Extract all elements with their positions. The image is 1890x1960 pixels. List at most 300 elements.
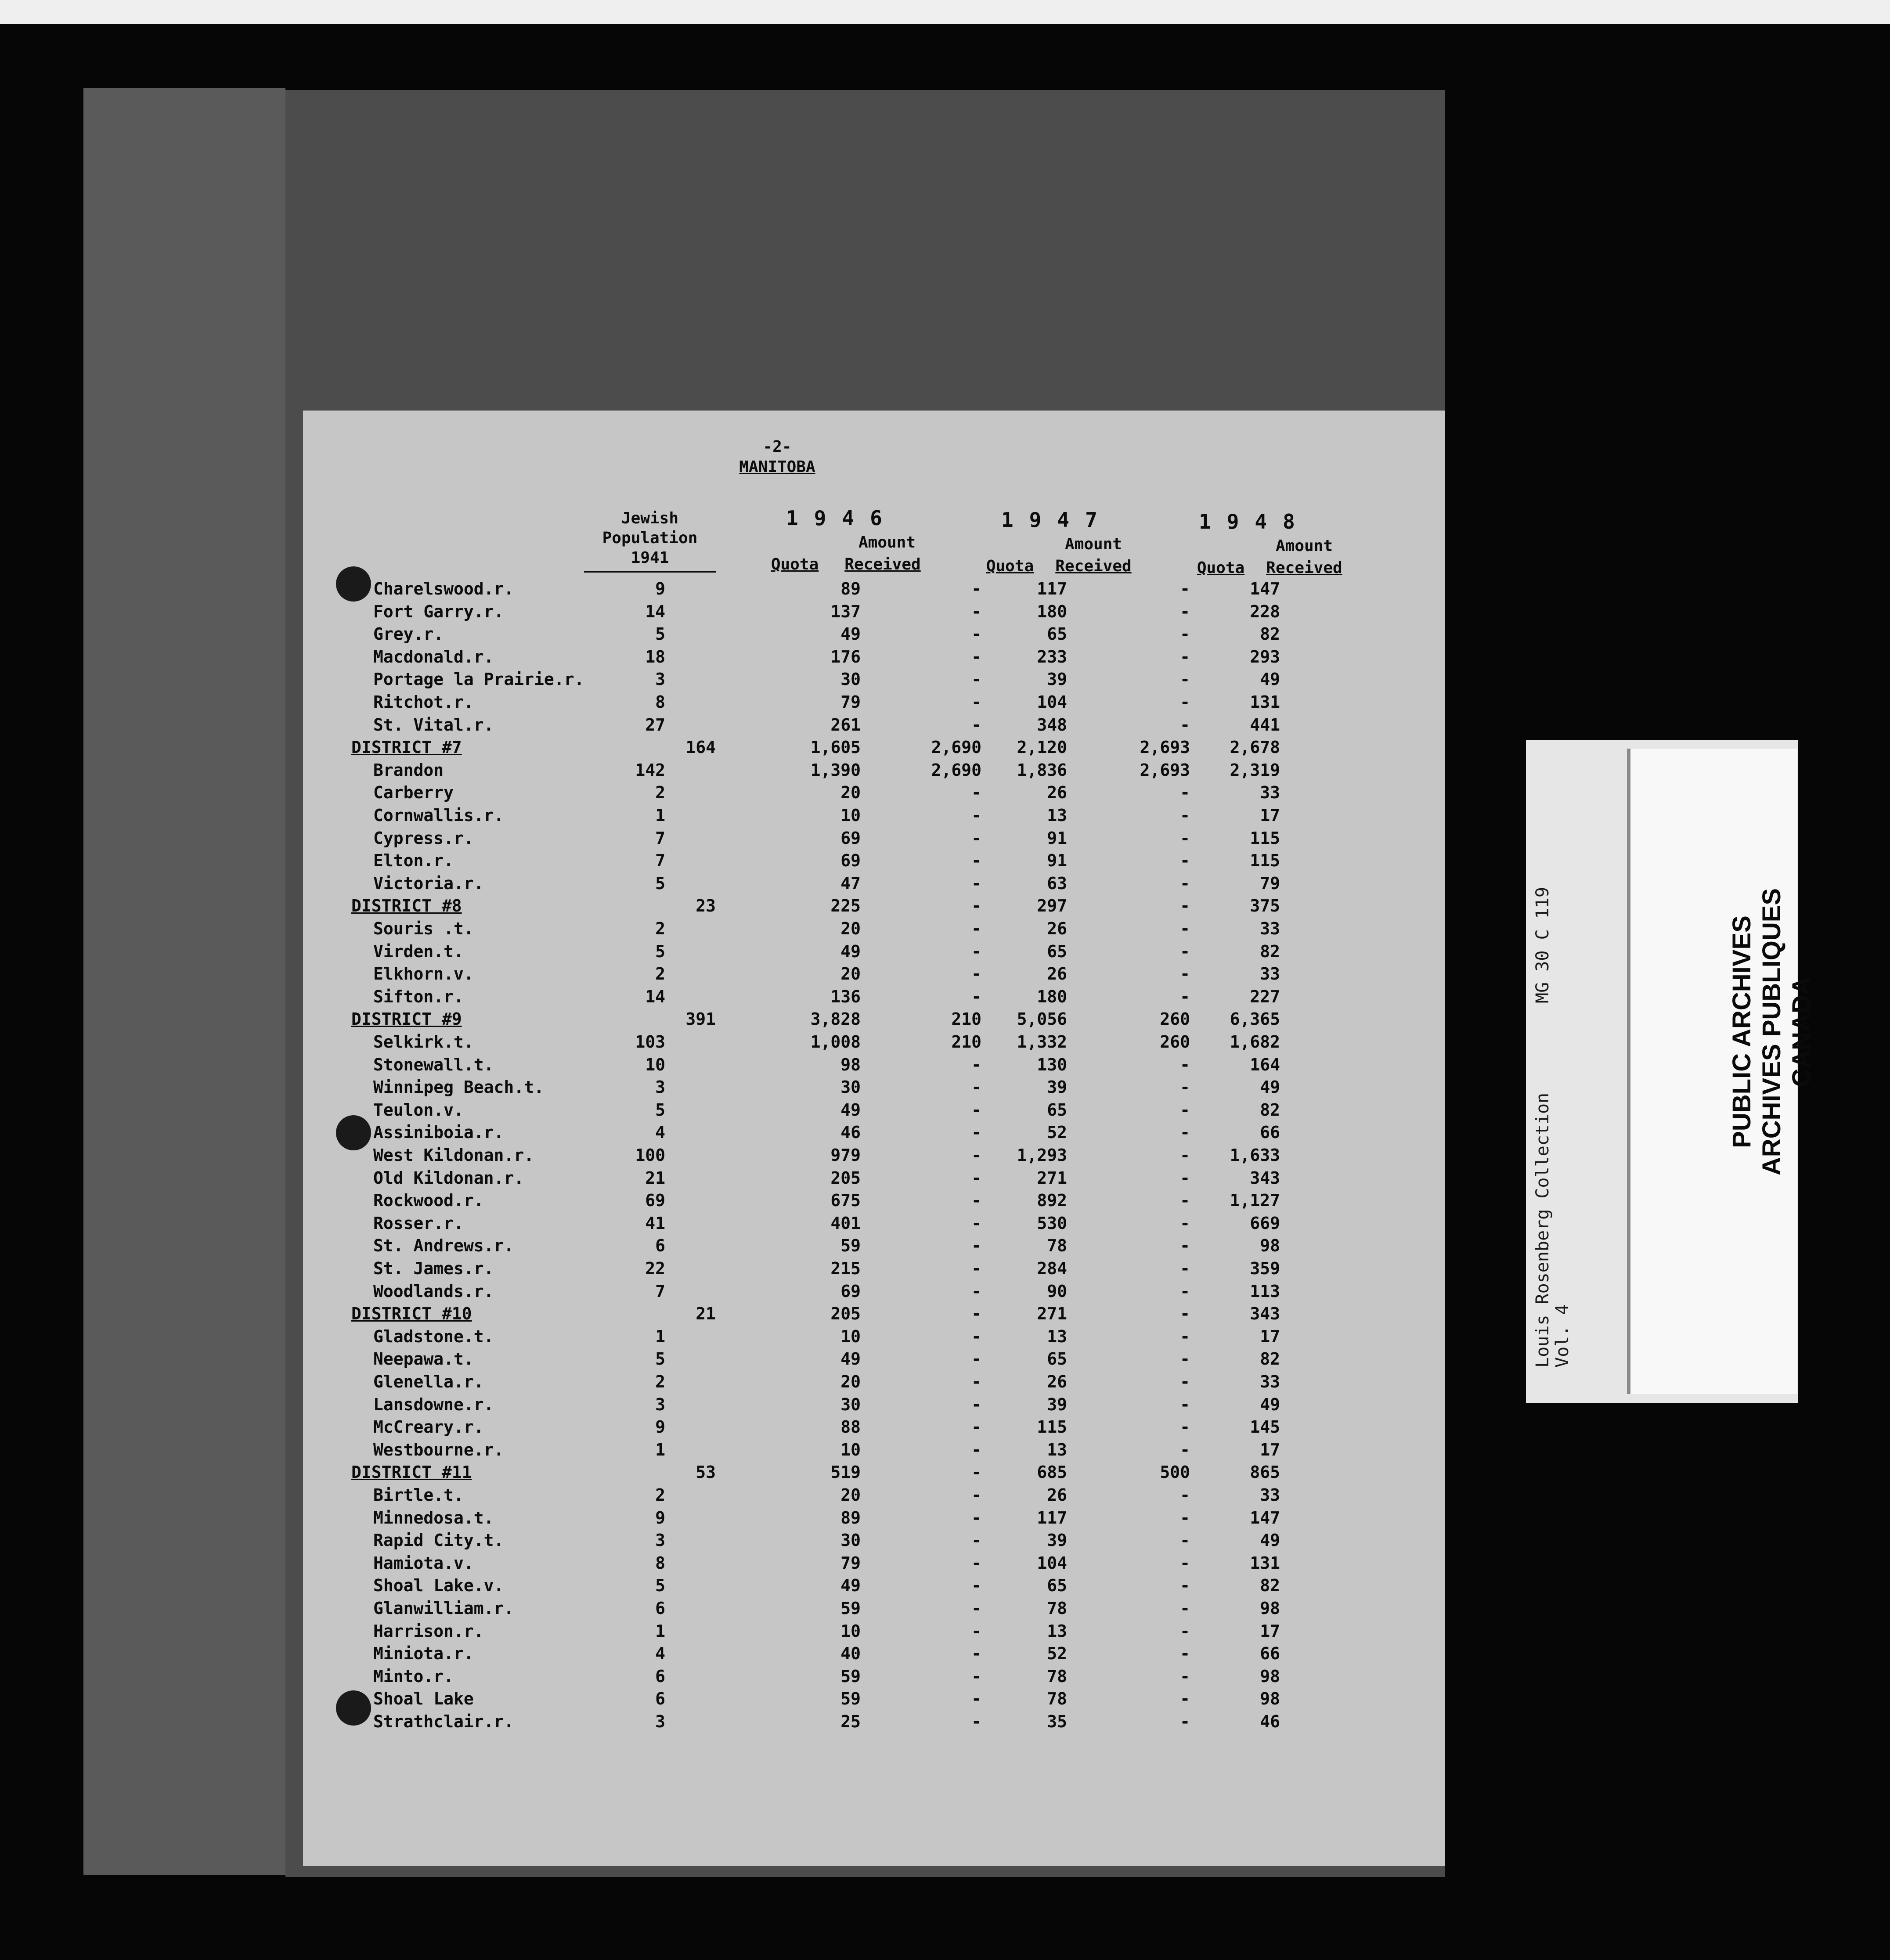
municipality-name: Shoal Lake	[373, 1689, 474, 1709]
document-page	[303, 411, 1445, 1866]
received-1946-cell: -	[971, 1666, 981, 1686]
municipality-name: Virden.t.	[373, 941, 464, 961]
quota-1946-cell: 69	[840, 851, 861, 871]
received-1947-cell: -	[1180, 1712, 1190, 1731]
received-1947-cell: -	[1180, 579, 1190, 598]
population-cell: 8	[655, 1553, 665, 1573]
municipality-name: Strathclair.r.	[373, 1712, 514, 1731]
archive-stamp-panel	[1627, 749, 1816, 1394]
received-1947-cell: -	[1180, 783, 1190, 803]
quota-1946-cell: 20	[840, 964, 861, 984]
quota-1947-cell: 104	[1037, 692, 1067, 712]
quota-1946-cell: 30	[840, 670, 861, 689]
district-row	[303, 1461, 1445, 1484]
quota-header-1946: Quota	[771, 555, 819, 573]
quota-1947-cell: 180	[1037, 987, 1067, 1006]
quota-1948-cell: 82	[1260, 1349, 1280, 1369]
quota-1948-cell: 17	[1260, 806, 1280, 825]
received-1947-cell: -	[1180, 1485, 1190, 1505]
municipality-name: Teulon.v.	[373, 1100, 464, 1120]
quota-1946-cell: 1,605	[810, 738, 861, 757]
quota-1946-cell: 40	[840, 1644, 861, 1664]
quota-1946-cell: 47	[840, 873, 861, 893]
table-row	[303, 1687, 1445, 1710]
population-header-line1: Jewish	[621, 509, 679, 527]
population-cell: 3	[655, 1077, 665, 1097]
quota-1946-cell: 261	[830, 715, 861, 735]
population-header-line3: 1941	[631, 549, 669, 567]
quota-1947-cell: 530	[1037, 1213, 1067, 1233]
population-cell: 2	[655, 964, 665, 984]
received-1947-cell: 260	[1160, 1032, 1190, 1052]
quota-1946-cell: 20	[840, 919, 861, 938]
received-1947-cell: -	[1180, 1508, 1190, 1528]
quota-1947-cell: 13	[1047, 806, 1067, 825]
received-1947-cell: -	[1180, 806, 1190, 825]
received-1947-cell: -	[1180, 1689, 1190, 1709]
district-population-cell: 164	[685, 738, 716, 757]
archive-stamp-line1: PUBLIC ARCHIVES	[1728, 915, 1756, 1148]
population-cell: 1	[655, 1440, 665, 1459]
table-row	[303, 985, 1445, 1008]
quota-1948-cell: 98	[1260, 1666, 1280, 1686]
quota-1947-cell: 13	[1047, 1621, 1067, 1641]
quota-1946-cell: 519	[830, 1463, 861, 1482]
population-cell: 1	[655, 1621, 665, 1641]
district-row	[303, 1302, 1445, 1325]
received-1947-cell: -	[1180, 692, 1190, 712]
received-1946-cell: -	[971, 1644, 981, 1664]
table-row	[303, 1597, 1445, 1620]
table-row	[303, 1529, 1445, 1552]
quota-1947-cell: 52	[1047, 1644, 1067, 1664]
municipality-name: Rapid City.t.	[373, 1531, 504, 1550]
received-1946-cell: -	[971, 1259, 981, 1278]
received-1947-cell: -	[1180, 1440, 1190, 1459]
municipality-name: Cypress.r.	[373, 828, 474, 848]
quota-1947-cell: 1,332	[1017, 1032, 1067, 1052]
population-cell: 5	[655, 1100, 665, 1120]
quota-1946-cell: 79	[840, 1553, 861, 1573]
quota-1947-cell: 26	[1047, 1485, 1067, 1505]
received-1946-cell: -	[971, 1123, 981, 1142]
table-row	[303, 759, 1445, 782]
municipality-name: Victoria.r.	[373, 873, 484, 893]
amount-header-1946: Amount	[858, 533, 916, 551]
quota-header-1948: Quota	[1197, 559, 1245, 577]
received-1946-cell: -	[971, 1326, 981, 1346]
municipality-name: Harrison.r.	[373, 1621, 484, 1641]
received-1946-cell: -	[971, 1440, 981, 1459]
quota-1946-cell: 20	[840, 1372, 861, 1391]
quota-1947-cell: 65	[1047, 1100, 1067, 1120]
quota-1948-cell: 147	[1250, 1508, 1280, 1528]
quota-1946-cell: 205	[830, 1168, 861, 1188]
quota-1947-cell: 2,120	[1017, 738, 1067, 757]
quota-1948-cell: 33	[1260, 1372, 1280, 1391]
district-row	[303, 1008, 1445, 1030]
district-row	[303, 736, 1445, 759]
quota-1948-cell: 441	[1250, 715, 1280, 735]
district-row	[303, 894, 1445, 917]
received-1946-cell: -	[971, 670, 981, 689]
received-1946-cell: -	[971, 1599, 981, 1618]
received-1946-cell: -	[971, 1100, 981, 1120]
page-number: -2-	[763, 438, 792, 456]
quota-1948-cell: 79	[1260, 873, 1280, 893]
population-cell: 6	[655, 1689, 665, 1709]
population-cell: 5	[655, 1349, 665, 1369]
quota-1948-cell: 82	[1260, 941, 1280, 961]
received-1947-cell: -	[1180, 1621, 1190, 1641]
quota-1947-cell: 13	[1047, 1326, 1067, 1346]
received-1947-cell: -	[1180, 1531, 1190, 1550]
municipality-name: Minto.r.	[373, 1666, 454, 1686]
received-1946-cell: 2,690	[931, 760, 981, 780]
received-1947-cell: -	[1180, 1553, 1190, 1573]
received-1947-cell: -	[1180, 1576, 1190, 1596]
quota-1946-cell: 59	[840, 1236, 861, 1256]
received-1946-cell: -	[971, 873, 981, 893]
year-1948-header: 1948	[1199, 510, 1311, 533]
municipality-name: St. Vital.r.	[373, 715, 494, 735]
quota-1947-cell: 130	[1037, 1055, 1067, 1074]
quota-1947-cell: 78	[1047, 1666, 1067, 1686]
received-1946-cell: 210	[951, 1032, 981, 1052]
table-row	[303, 1167, 1445, 1189]
district-population-cell: 391	[685, 1009, 716, 1029]
municipality-name: Glanwilliam.r.	[373, 1599, 514, 1618]
quota-1946-cell: 79	[840, 692, 861, 712]
quota-1947-cell: 26	[1047, 964, 1067, 984]
received-1947-cell: -	[1180, 1666, 1190, 1686]
municipality-name: Elkhorn.v.	[373, 964, 474, 984]
quota-1946-cell: 46	[840, 1123, 861, 1142]
table-row	[303, 1620, 1445, 1643]
table-row	[303, 1053, 1445, 1076]
municipality-name: Gladstone.t.	[373, 1326, 494, 1346]
municipality-name: Brandon	[373, 760, 444, 780]
quota-1948-cell: 1,682	[1230, 1032, 1280, 1052]
received-1947-cell: -	[1180, 1304, 1190, 1324]
quota-1948-cell: 164	[1250, 1055, 1280, 1074]
year-1946-header: 1946	[786, 506, 898, 530]
population-cell: 10	[645, 1055, 665, 1074]
municipality-name: Rosser.r.	[373, 1213, 464, 1233]
municipality-name: Charelswood.r.	[373, 579, 514, 598]
quota-1948-cell: 33	[1260, 964, 1280, 984]
quota-1947-cell: 117	[1037, 1508, 1067, 1528]
received-1946-cell: -	[971, 1213, 981, 1233]
table-row	[303, 668, 1445, 691]
quota-1946-cell: 1,390	[810, 760, 861, 780]
received-1946-cell: -	[971, 806, 981, 825]
municipality-name: St. Andrews.r.	[373, 1236, 514, 1256]
population-cell: 27	[645, 715, 665, 735]
quota-1947-cell: 892	[1037, 1191, 1067, 1211]
population-cell: 9	[655, 1417, 665, 1437]
quota-1946-cell: 10	[840, 1440, 861, 1459]
quota-1946-cell: 979	[830, 1146, 861, 1165]
quota-1947-cell: 5,056	[1017, 1009, 1067, 1029]
quota-1947-cell: 26	[1047, 783, 1067, 803]
quota-1946-cell: 59	[840, 1666, 861, 1686]
municipality-name: Glenella.r.	[373, 1372, 484, 1391]
table-row	[303, 1099, 1445, 1121]
municipality-name: Carberry	[373, 783, 454, 803]
table-row	[303, 1348, 1445, 1370]
quota-1948-cell: 98	[1260, 1599, 1280, 1618]
population-cell: 5	[655, 873, 665, 893]
population-cell: 14	[645, 602, 665, 621]
received-1946-cell: -	[971, 941, 981, 961]
table-row	[303, 1212, 1445, 1235]
received-1946-cell: -	[971, 1236, 981, 1256]
quota-1947-cell: 78	[1047, 1236, 1067, 1256]
collection-volume: Vol. 4	[1552, 1304, 1573, 1368]
quota-1947-cell: 271	[1037, 1304, 1067, 1324]
municipality-name: Birtle.t.	[373, 1485, 464, 1505]
population-cell: 4	[655, 1123, 665, 1142]
table-row	[303, 1710, 1445, 1733]
quota-1947-cell: 115	[1037, 1417, 1067, 1437]
table-row	[303, 713, 1445, 736]
received-1946-cell: -	[971, 602, 981, 621]
quota-1947-cell: 117	[1037, 579, 1067, 598]
quota-1946-cell: 49	[840, 624, 861, 644]
table-row	[303, 1144, 1445, 1167]
quota-1948-cell: 46	[1260, 1712, 1280, 1731]
population-cell: 6	[655, 1236, 665, 1256]
population-cell: 5	[655, 1576, 665, 1596]
quota-1948-cell: 33	[1260, 783, 1280, 803]
received-header-1947: Received	[1055, 557, 1132, 575]
table-row	[303, 1393, 1445, 1416]
quota-1948-cell: 33	[1260, 919, 1280, 938]
municipality-name: St. James.r.	[373, 1259, 494, 1278]
received-1947-cell: -	[1180, 851, 1190, 871]
quota-1946-cell: 49	[840, 1100, 861, 1120]
received-1946-cell: -	[971, 919, 981, 938]
received-1946-cell: -	[971, 692, 981, 712]
district-population-cell: 53	[696, 1463, 716, 1482]
quota-1947-cell: 90	[1047, 1281, 1067, 1301]
quota-1947-cell: 1,293	[1017, 1146, 1067, 1165]
population-cell: 41	[645, 1213, 665, 1233]
archive-stamp-line3: CANADA	[1787, 976, 1816, 1087]
quota-1948-cell: 49	[1260, 1077, 1280, 1097]
quota-header-1947: Quota	[986, 557, 1034, 575]
quota-1948-cell: 343	[1250, 1168, 1280, 1188]
district-name: DISTRICT #11	[351, 1463, 472, 1482]
received-1947-cell: -	[1180, 1236, 1190, 1256]
quota-1946-cell: 3,828	[810, 1009, 861, 1029]
quota-1946-cell: 59	[840, 1689, 861, 1709]
table-row	[303, 1325, 1445, 1348]
quota-1947-cell: 39	[1047, 670, 1067, 689]
received-1947-cell: -	[1180, 1599, 1190, 1618]
municipality-name: Neepawa.t.	[373, 1349, 474, 1369]
municipality-name: Fort Garry.r.	[373, 602, 504, 621]
municipality-name: Minnedosa.t.	[373, 1508, 494, 1528]
quota-1946-cell: 20	[840, 1485, 861, 1505]
municipality-name: Ritchot.r.	[373, 692, 474, 712]
quota-1947-cell: 26	[1047, 1372, 1067, 1391]
quota-1948-cell: 1,127	[1230, 1191, 1280, 1211]
population-cell: 2	[655, 1372, 665, 1391]
amount-header-1947: Amount	[1064, 535, 1122, 553]
quota-1947-cell: 65	[1047, 1349, 1067, 1369]
quota-1948-cell: 49	[1260, 1394, 1280, 1414]
received-1947-cell: -	[1180, 1168, 1190, 1188]
received-1946-cell: -	[971, 1712, 981, 1731]
archive-stamp-line2: ARCHIVES PUBLIQUES	[1757, 888, 1786, 1176]
municipality-name: Winnipeg Beach.t.	[373, 1077, 544, 1097]
quota-1948-cell: 293	[1250, 647, 1280, 667]
quota-1948-cell: 669	[1250, 1213, 1280, 1233]
table-row	[303, 1257, 1445, 1280]
quota-1948-cell: 865	[1250, 1463, 1280, 1482]
received-1946-cell: -	[971, 647, 981, 667]
received-1947-cell: -	[1180, 1123, 1190, 1142]
quota-1947-cell: 39	[1047, 1077, 1067, 1097]
quota-1946-cell: 49	[840, 1349, 861, 1369]
municipality-name: Souris .t.	[373, 919, 474, 938]
table-row	[303, 1030, 1445, 1053]
quota-1946-cell: 137	[830, 602, 861, 621]
amount-header-1948: Amount	[1275, 537, 1333, 555]
table-row	[303, 1280, 1445, 1303]
population-cell: 103	[635, 1032, 665, 1052]
quota-1948-cell: 375	[1250, 896, 1280, 916]
table-row	[303, 1484, 1445, 1506]
received-1947-cell: -	[1180, 1417, 1190, 1437]
municipality-name: Stonewall.t.	[373, 1055, 494, 1074]
municipality-name: Assiniboia.r.	[373, 1123, 504, 1142]
population-cell: 2	[655, 919, 665, 938]
collection-name: Louis Rosenberg Collection	[1533, 1092, 1553, 1368]
population-cell: 7	[655, 1281, 665, 1301]
quota-1946-cell: 20	[840, 783, 861, 803]
received-1946-cell: -	[971, 1304, 981, 1324]
municipality-name: Lansdowne.r.	[373, 1394, 494, 1414]
table-row	[303, 962, 1445, 985]
received-1946-cell: -	[971, 1349, 981, 1369]
quota-1948-cell: 228	[1250, 602, 1280, 621]
quota-1947-cell: 91	[1047, 828, 1067, 848]
quota-1948-cell: 33	[1260, 1485, 1280, 1505]
received-1946-cell: -	[971, 715, 981, 735]
population-cell: 7	[655, 828, 665, 848]
population-header-line2: Population	[602, 529, 698, 547]
received-1946-cell: -	[971, 1394, 981, 1414]
population-cell: 22	[645, 1259, 665, 1278]
table-row	[303, 940, 1445, 963]
received-1947-cell: -	[1180, 964, 1190, 984]
quota-1948-cell: 17	[1260, 1440, 1280, 1459]
received-1947-cell: -	[1180, 1326, 1190, 1346]
quota-1947-cell: 39	[1047, 1531, 1067, 1550]
received-1947-cell: -	[1180, 1213, 1190, 1233]
received-1946-cell: -	[971, 1463, 981, 1482]
quota-1946-cell: 30	[840, 1077, 861, 1097]
population-cell: 142	[635, 760, 665, 780]
population-cell: 21	[645, 1168, 665, 1188]
municipality-name: Sifton.r.	[373, 987, 464, 1006]
population-header-rule	[584, 571, 716, 573]
population-cell: 8	[655, 692, 665, 712]
archive-label	[1526, 740, 1816, 1403]
table-row	[303, 1438, 1445, 1461]
quota-1947-cell: 78	[1047, 1599, 1067, 1618]
received-1947-cell: -	[1180, 1644, 1190, 1664]
received-1947-cell: -	[1180, 1372, 1190, 1391]
quota-1947-cell: 180	[1037, 602, 1067, 621]
received-1946-cell: 2,690	[931, 738, 981, 757]
table-row	[303, 1574, 1445, 1597]
municipality-name: Grey.r.	[373, 624, 444, 644]
quota-1948-cell: 115	[1250, 851, 1280, 871]
quota-1947-cell: 685	[1037, 1463, 1067, 1482]
district-name: DISTRICT #7	[351, 738, 462, 757]
received-1946-cell: -	[971, 624, 981, 644]
population-cell: 2	[655, 1485, 665, 1505]
quota-1947-cell: 13	[1047, 1440, 1067, 1459]
received-1947-cell: -	[1180, 1349, 1190, 1369]
received-1947-cell: -	[1180, 1100, 1190, 1120]
quota-1947-cell: 65	[1047, 1576, 1067, 1596]
municipality-name: Selkirk.t.	[373, 1032, 474, 1052]
received-1946-cell: -	[971, 1281, 981, 1301]
received-1946-cell: -	[971, 851, 981, 871]
municipality-name: McCreary.r.	[373, 1417, 484, 1437]
received-1946-cell: -	[971, 896, 981, 916]
table-row	[303, 1189, 1445, 1212]
received-1946-cell: 210	[951, 1009, 981, 1029]
table-row	[303, 577, 1445, 600]
received-1947-cell: -	[1180, 828, 1190, 848]
quota-1948-cell: 145	[1250, 1417, 1280, 1437]
municipality-name: Woodlands.r.	[373, 1281, 494, 1301]
quota-1946-cell: 401	[830, 1213, 861, 1233]
quota-1946-cell: 89	[840, 579, 861, 598]
quota-1948-cell: 66	[1260, 1123, 1280, 1142]
municipality-name: Shoal Lake.v.	[373, 1576, 504, 1596]
received-1947-cell: -	[1180, 624, 1190, 644]
district-population-cell: 21	[696, 1304, 716, 1324]
folder-spine	[83, 88, 285, 1875]
quota-1948-cell: 131	[1250, 1553, 1280, 1573]
table-row	[303, 1121, 1445, 1144]
quota-1947-cell: 35	[1047, 1712, 1067, 1731]
quota-1948-cell: 49	[1260, 1531, 1280, 1550]
quota-1948-cell: 98	[1260, 1689, 1280, 1709]
quota-1948-cell: 359	[1250, 1259, 1280, 1278]
received-1947-cell: -	[1180, 1259, 1190, 1278]
population-cell: 4	[655, 1644, 665, 1664]
received-header-1948: Received	[1266, 559, 1342, 577]
quota-1947-cell: 297	[1037, 896, 1067, 916]
archive-stamp	[1727, 806, 1817, 1258]
quota-1946-cell: 49	[840, 941, 861, 961]
table-row	[303, 1370, 1445, 1393]
received-1947-cell: -	[1180, 1146, 1190, 1165]
municipality-name: Rockwood.r.	[373, 1191, 484, 1211]
district-population-cell: 23	[696, 896, 716, 916]
quota-1947-cell: 52	[1047, 1123, 1067, 1142]
quota-1948-cell: 131	[1250, 692, 1280, 712]
quota-1947-cell: 348	[1037, 715, 1067, 735]
